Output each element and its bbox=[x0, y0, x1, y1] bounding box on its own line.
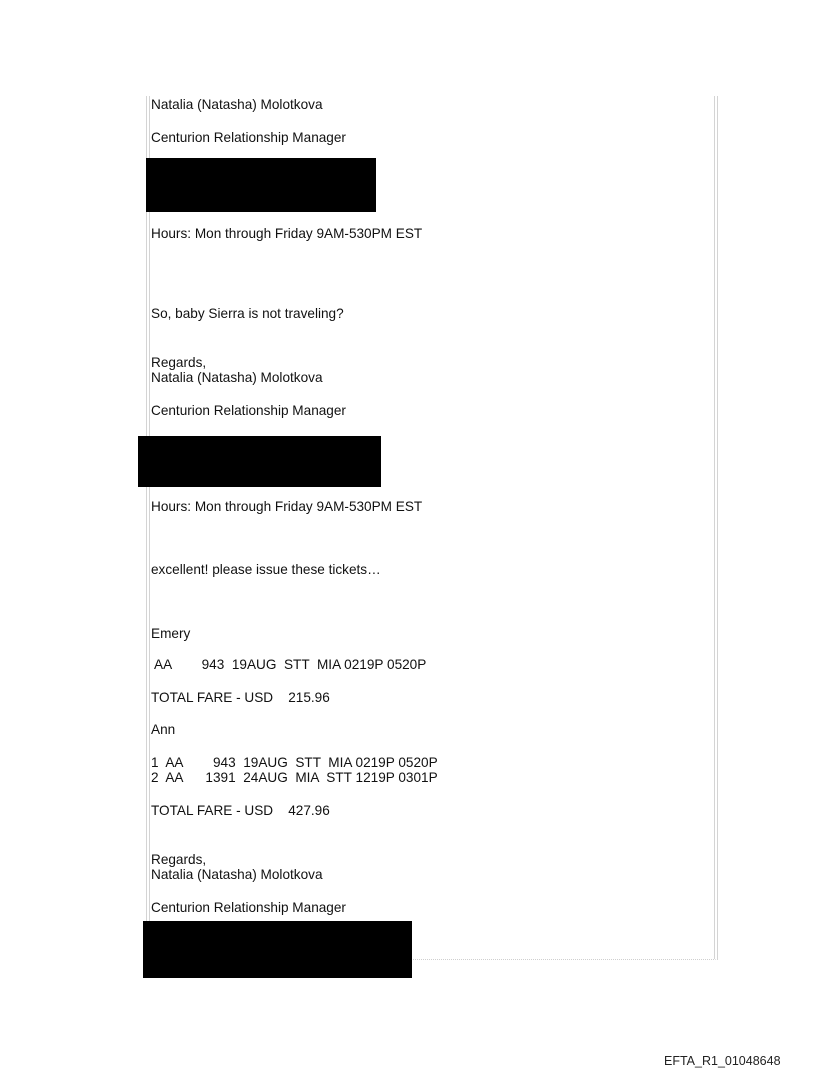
flight-segment: 2 AA 1391 24AUG MIA STT 1219P 0301P bbox=[151, 770, 438, 785]
signature-hours: Hours: Mon through Friday 9AM-530PM EST bbox=[151, 499, 423, 514]
signature-regards: Regards, bbox=[151, 852, 207, 867]
document-id: EFTA_R1_01048648 bbox=[664, 1054, 781, 1068]
total-fare: TOTAL FARE - USD 427.96 bbox=[151, 803, 330, 818]
redacted-contact-block bbox=[143, 921, 412, 978]
signature-regards: Regards, bbox=[151, 355, 207, 370]
message-body: excellent! please issue these tickets… bbox=[151, 562, 381, 577]
signature-title: Centurion Relationship Manager bbox=[151, 900, 346, 915]
signature-title: Centurion Relationship Manager bbox=[151, 130, 346, 145]
signature-hours: Hours: Mon through Friday 9AM-530PM EST bbox=[151, 226, 423, 241]
redacted-contact-block bbox=[138, 436, 381, 487]
signature-name: Natalia (Natasha) Molotkova bbox=[151, 370, 323, 385]
redacted-contact-block bbox=[146, 158, 376, 212]
passenger-name: Ann bbox=[151, 722, 176, 737]
flight-segment: AA 943 19AUG STT MIA 0219P 0520P bbox=[151, 657, 427, 672]
message-body: So, baby Sierra is not traveling? bbox=[151, 306, 344, 321]
signature-name: Natalia (Natasha) Molotkova bbox=[151, 97, 323, 112]
total-fare: TOTAL FARE - USD 215.96 bbox=[151, 690, 330, 705]
signature-title: Centurion Relationship Manager bbox=[151, 403, 346, 418]
signature-name: Natalia (Natasha) Molotkova bbox=[151, 867, 323, 882]
passenger-name: Emery bbox=[151, 626, 191, 641]
flight-segment: 1 AA 943 19AUG STT MIA 0219P 0520P bbox=[151, 755, 438, 770]
